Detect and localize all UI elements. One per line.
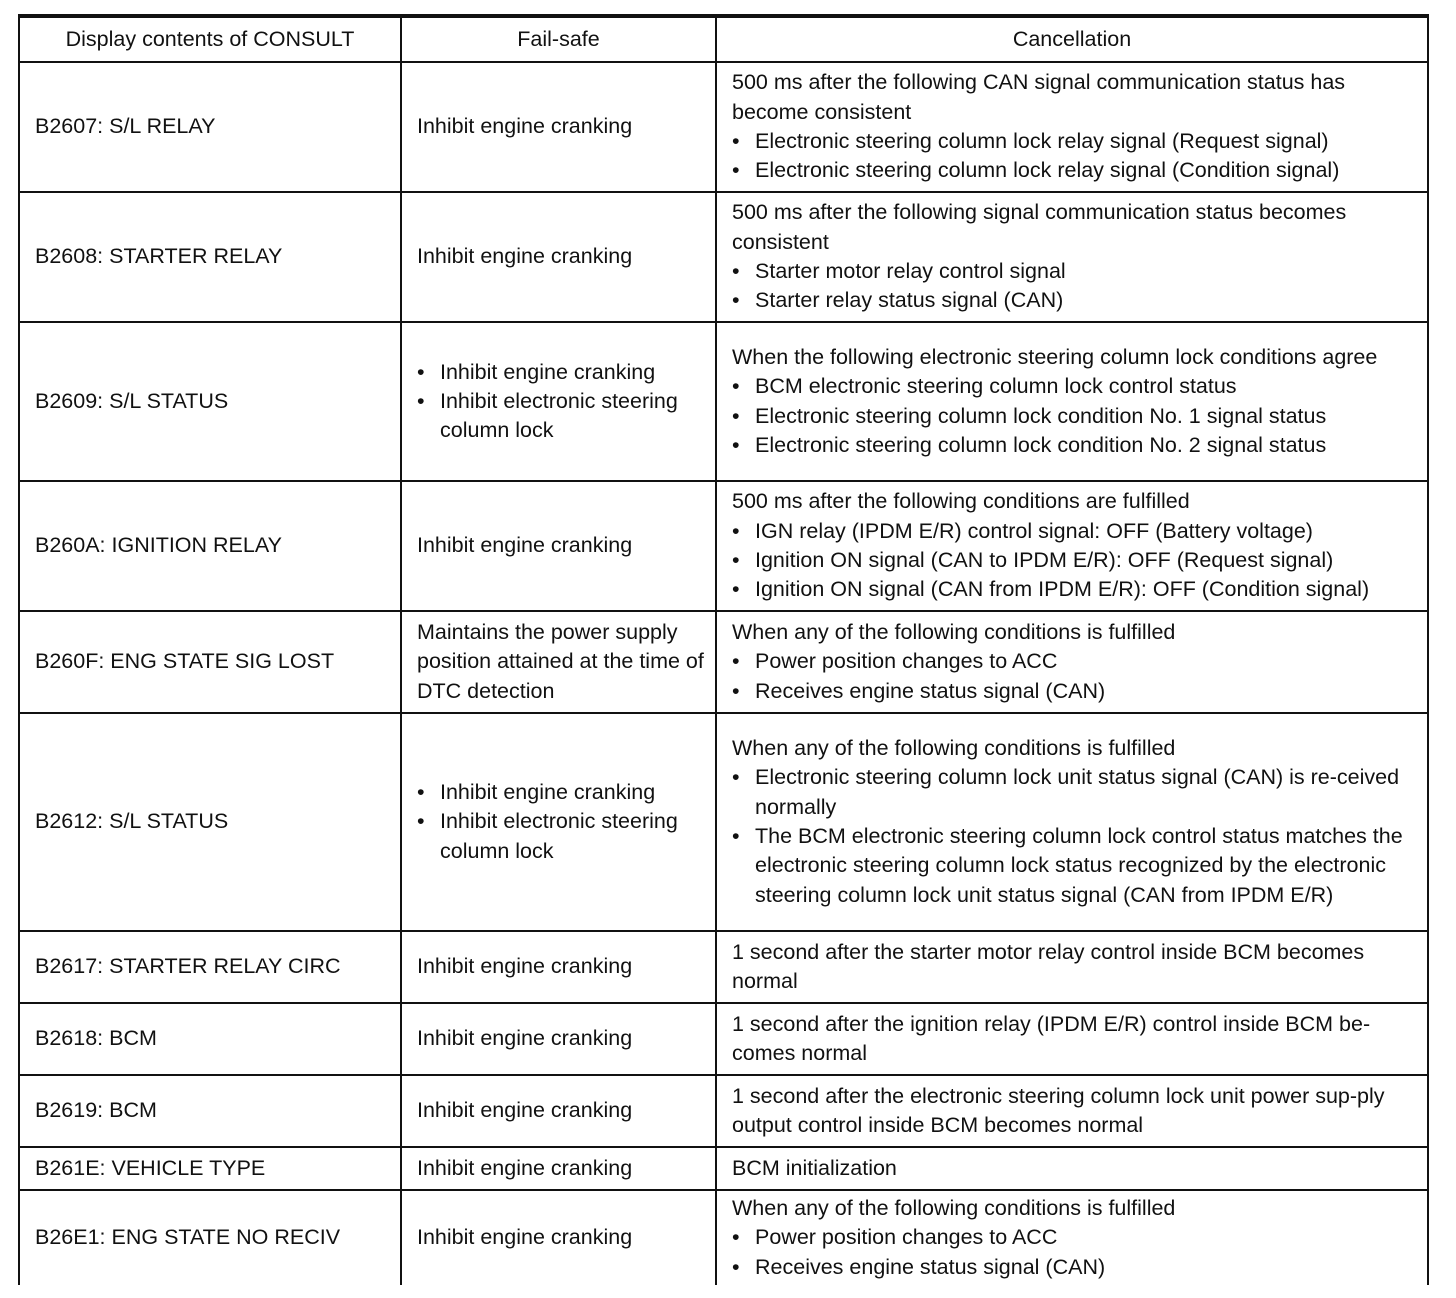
dtc-code-label: B261E: VEHICLE TYPE — [35, 1155, 266, 1180]
failsafe-cell — [401, 192, 716, 322]
dtc-code-label: B2618: BCM — [35, 1026, 157, 1051]
dtc-code-label: B26E1: ENG STATE NO RECIV — [35, 1225, 341, 1250]
cancellation-cell — [716, 1147, 1428, 1190]
cancellation-bullet-item: • Starter motor relay control signal — [732, 257, 1421, 286]
dtc-failsafe-document — [18, 14, 1427, 1285]
cancellation-bullet-item: • Receives engine status signal (CAN) — [732, 677, 1421, 706]
dtc-code-label: B2612: S/L STATUS — [35, 809, 229, 834]
failsafe-bullet-item: • Inhibit electronic steering column lock — [417, 807, 709, 866]
cancellation-bullet-item: • Electronic steering column lock condition No. 1 signal status — [732, 402, 1421, 431]
failsafe-cell — [401, 1075, 716, 1147]
cancellation-bullet-list — [732, 647, 1421, 706]
failsafe-cell — [401, 1190, 716, 1285]
header-consult: Display contents of CONSULT — [19, 16, 401, 62]
failsafe-bullet-item: • Inhibit engine cranking — [417, 778, 709, 807]
cancellation-bullet-list — [732, 257, 1421, 316]
table-row — [19, 611, 1428, 713]
cancellation-intro: When any of the following conditions is fulfilled — [732, 1196, 1176, 1221]
cancellation-bullet-item: • Power position changes to ACC — [732, 1223, 1421, 1252]
cancellation-intro: 500 ms after the following signal communication status becomes consistent — [732, 200, 1347, 254]
consult-cell — [19, 1147, 401, 1190]
cancellation-intro: BCM initialization — [732, 1155, 897, 1180]
consult-cell — [19, 931, 401, 1003]
cancellation-bullet-item: • Power position changes to ACC — [732, 647, 1421, 676]
cancellation-bullet-item: • Electronic steering column lock unit status signal (CAN) is re-ceived normally — [732, 763, 1421, 822]
failsafe-table — [18, 14, 1429, 1285]
failsafe-cell — [401, 1147, 716, 1190]
cancellation-bullet-list — [732, 763, 1421, 909]
failsafe-bullet-list — [417, 358, 709, 446]
cancellation-intro: When any of the following conditions is fulfilled — [732, 736, 1176, 761]
consult-cell — [19, 713, 401, 931]
cancellation-bullet-item: • Ignition ON signal (CAN to IPDM E/R): OFF (Request signal) — [732, 546, 1421, 575]
failsafe-bullet-list — [417, 778, 709, 866]
consult-cell — [19, 322, 401, 481]
consult-cell — [19, 62, 401, 192]
cancellation-bullet-list — [732, 372, 1421, 460]
consult-cell — [19, 1003, 401, 1075]
cancellation-bullet-item: • IGN relay (IPDM E/R) control signal: OFF (Battery voltage) — [732, 517, 1421, 546]
failsafe-cell — [401, 931, 716, 1003]
cancellation-bullet-item: • The BCM electronic steering column lock control status matches the electronic steering column lock status recognized by the electronic steering column lock unit status signal (CAN from IPDM E/R) — [732, 822, 1421, 910]
header-cancellation: Cancellation — [716, 16, 1428, 62]
cancellation-intro: When the following electronic steering column lock conditions agree — [732, 344, 1378, 369]
table-row — [19, 1075, 1428, 1147]
consult-cell — [19, 611, 401, 713]
cancellation-bullet-item: • Electronic steering column lock relay signal (Request signal) — [732, 127, 1421, 156]
cancellation-cell — [716, 192, 1428, 322]
failsafe-bullet-item: • Inhibit engine cranking — [417, 358, 709, 387]
failsafe-text: Inhibit engine cranking — [417, 1098, 633, 1123]
consult-cell — [19, 481, 401, 611]
failsafe-cell — [401, 322, 716, 481]
table-row — [19, 1190, 1428, 1285]
failsafe-text: Inhibit engine cranking — [417, 114, 633, 139]
cancellation-bullet-list — [732, 1223, 1421, 1282]
failsafe-bullet-item: • Inhibit electronic steering column lock — [417, 387, 709, 446]
failsafe-text: Inhibit engine cranking — [417, 1155, 633, 1180]
dtc-code-label: B260F: ENG STATE SIG LOST — [35, 649, 335, 674]
dtc-code-label: B2617: STARTER RELAY CIRC — [35, 954, 341, 979]
failsafe-cell — [401, 713, 716, 931]
failsafe-cell — [401, 1003, 716, 1075]
table-row — [19, 931, 1428, 1003]
cancellation-bullet-item: • Starter relay status signal (CAN) — [732, 286, 1421, 315]
cancellation-bullet-list — [732, 127, 1421, 186]
cancellation-bullet-item: • Electronic steering column lock condition No. 2 signal status — [732, 431, 1421, 460]
header-failsafe: Fail-safe — [401, 16, 716, 62]
table-row — [19, 713, 1428, 931]
cancellation-cell — [716, 481, 1428, 611]
dtc-code-label: B2608: STARTER RELAY — [35, 244, 283, 269]
cancellation-intro: 500 ms after the following conditions are fulfilled — [732, 489, 1190, 514]
cancellation-cell — [716, 1190, 1428, 1285]
consult-cell — [19, 192, 401, 322]
table-row — [19, 1003, 1428, 1075]
failsafe-cell — [401, 611, 716, 713]
cancellation-bullet-item: • Receives engine status signal (CAN) — [732, 1253, 1421, 1282]
failsafe-text: Inhibit engine cranking — [417, 1026, 633, 1051]
cancellation-intro: 1 second after the ignition relay (IPDM E/R) control inside BCM be-comes normal — [732, 1011, 1371, 1065]
failsafe-cell — [401, 481, 716, 611]
cancellation-intro: 500 ms after the following CAN signal communication status has become consistent — [732, 70, 1346, 124]
cancellation-intro: 1 second after the electronic steering column lock unit power sup-ply output control inside BCM becomes normal — [732, 1083, 1385, 1137]
cancellation-cell — [716, 931, 1428, 1003]
consult-cell — [19, 1075, 401, 1147]
cancellation-bullet-list — [732, 517, 1421, 605]
failsafe-cell — [401, 62, 716, 192]
table-row — [19, 322, 1428, 481]
cancellation-bullet-item: • Electronic steering column lock relay signal (Condition signal) — [732, 156, 1421, 185]
cancellation-intro: When any of the following conditions is fulfilled — [732, 620, 1176, 645]
dtc-code-label: B2607: S/L RELAY — [35, 114, 216, 139]
cancellation-intro: 1 second after the starter motor relay control inside BCM becomes normal — [732, 939, 1365, 993]
cancellation-cell — [716, 611, 1428, 713]
dtc-code-label: B260A: IGNITION RELAY — [35, 533, 282, 558]
table-row — [19, 192, 1428, 322]
table-row — [19, 1147, 1428, 1190]
cancellation-cell — [716, 322, 1428, 481]
failsafe-text: Maintains the power supply position attained at the time of DTC detection — [417, 620, 704, 703]
dtc-code-label: B2609: S/L STATUS — [35, 388, 229, 413]
failsafe-text: Inhibit engine cranking — [417, 1225, 633, 1250]
failsafe-text: Inhibit engine cranking — [417, 533, 633, 558]
cancellation-cell — [716, 713, 1428, 931]
table-header-row — [19, 16, 1428, 62]
consult-cell — [19, 1190, 401, 1285]
cancellation-bullet-item: • Ignition ON signal (CAN from IPDM E/R): OFF (Condition signal) — [732, 575, 1421, 604]
cancellation-bullet-item: • BCM electronic steering column lock control status — [732, 372, 1421, 401]
table-row — [19, 481, 1428, 611]
cancellation-cell — [716, 1075, 1428, 1147]
table-row — [19, 62, 1428, 192]
cancellation-cell — [716, 1003, 1428, 1075]
failsafe-text: Inhibit engine cranking — [417, 244, 633, 269]
dtc-code-label: B2619: BCM — [35, 1098, 157, 1123]
cancellation-cell — [716, 62, 1428, 192]
failsafe-text: Inhibit engine cranking — [417, 954, 633, 979]
